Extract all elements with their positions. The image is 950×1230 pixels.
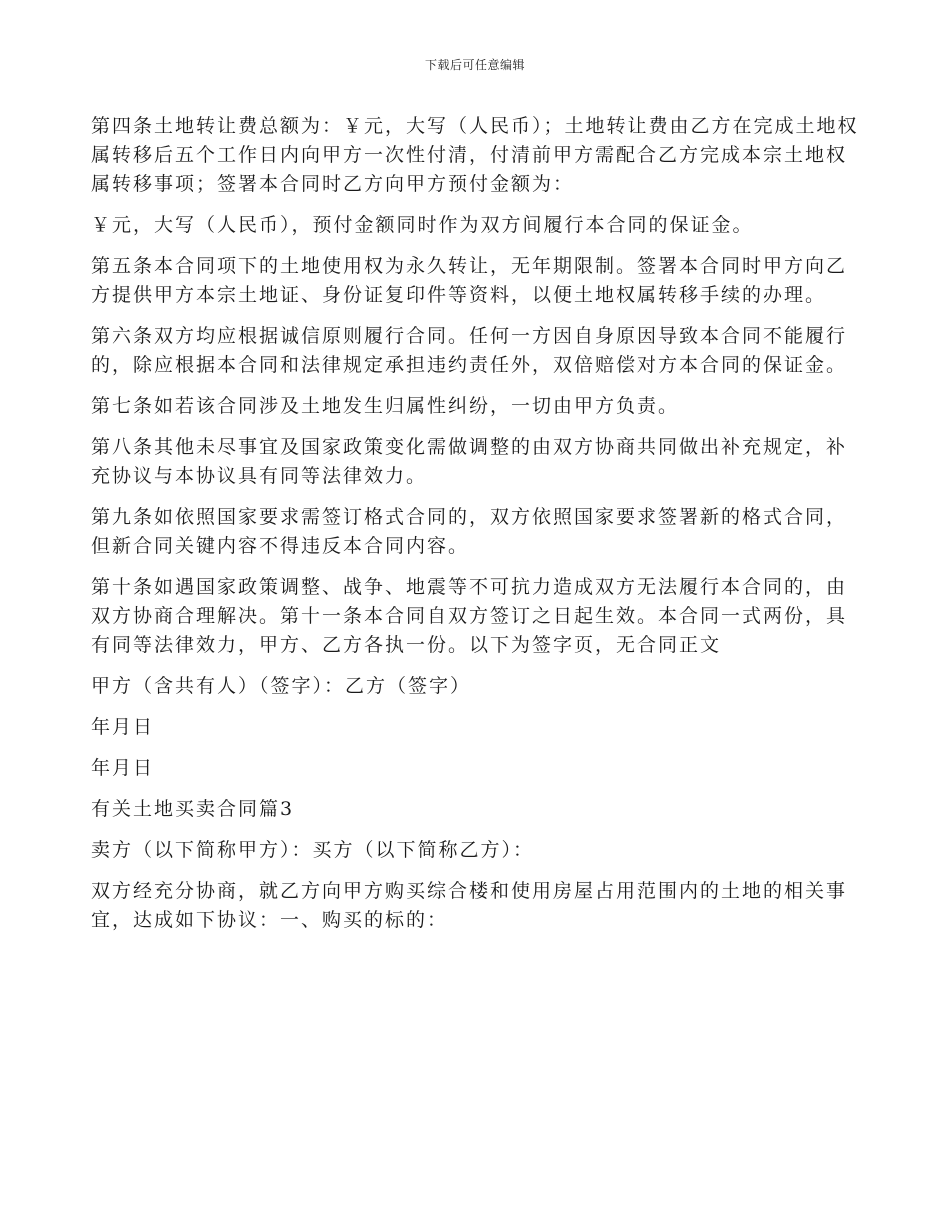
date-line-1: 年月日 [91,716,155,738]
paragraph-article-6: 第六条双方均应根据诚信原则履行合同。任何一方因自身原因导致本合同不能履行的，除应根据本合同和法律规定承担违约责任外，双倍赔偿对方本合同的保证金。 [91,325,848,376]
paragraph-article-7: 第七条如若该合同涉及土地发生归属性纠纷，一切由甲方负责。 [91,395,680,417]
paragraph-intro: 双方经充分协商，就乙方向甲方购买综合楼和使用房屋占用范围内的土地的相关事宜，达成如下协议：一、购买的标的： [91,880,848,931]
parties-line: 卖方（以下简称甲方）：买方（以下简称乙方）： [91,839,535,861]
page-header-note: 下载后可任意编辑 [424,58,525,72]
signature-line: 甲方（含共有人）（签字）：乙方（签字） [91,675,472,697]
paragraph-article-9: 第九条如依照国家要求需签订格式合同的，双方依照国家要求签署新的格式合同，但新合同关键内容不得违反本合同内容。 [91,506,848,557]
paragraph-article-4: 第四条土地转让费总额为：￥元，大写（人民币）；土地转让费由乙方在完成土地权属转移后五个工作日内向甲方一次性付清，付清前甲方需配合乙方完成本宗土地权属转移事项；签署本合同时乙方向甲方预付金额为： [91,115,859,195]
paragraph-article-5: 第五条本合同项下的土地使用权为永久转让，无年期限制。签署本合同时甲方向乙方提供甲方本宗土地证、身份证复印件等资料，以便土地权属转移手续的办理。 [91,255,848,306]
document-body [91,112,866,947]
paragraph-article-8: 第八条其他未尽事宜及国家政策变化需做调整的由双方协商共同做出补充规定，补充协议与本协议具有同等法律效力。 [91,436,848,487]
date-line-2: 年月日 [91,757,155,779]
section-title: 有关土地买卖合同篇3 [91,798,295,820]
paragraph-deposit: ￥元，大写（人民币），预付金额同时作为双方间履行本合同的保证金。 [91,214,754,236]
paragraph-article-10-11: 第十条如遇国家政策调整、战争、地震等不可抗力造成双方无法履行本合同的，由双方协商合理解决。第十一条本合同自双方签订之日起生效。本合同一式两份，具有同等法律效力，甲方、乙方各执一份。以下为签字页，无合同正文 [91,576,848,656]
